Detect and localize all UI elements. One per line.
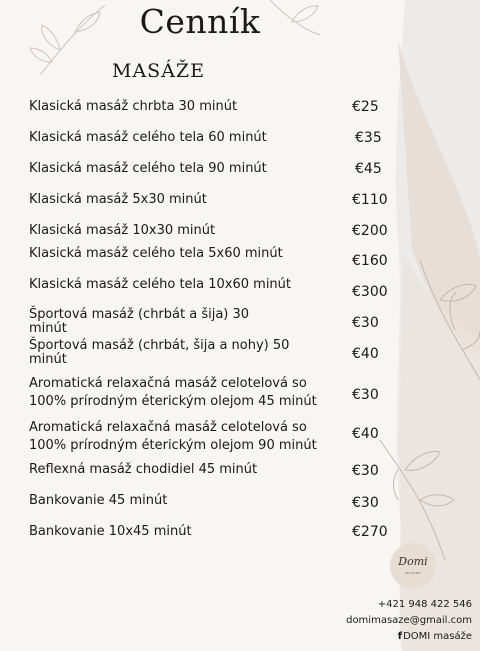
price-item-value: €30	[352, 495, 379, 511]
price-item-value: €25	[352, 99, 379, 115]
contact-facebook	[398, 631, 472, 642]
contact-facebook-label: DOMI masáže	[403, 631, 472, 642]
price-item-value: €110	[352, 192, 388, 208]
brand-logo-subtext: MASÁŽE	[405, 571, 421, 575]
brand-logo-text: Domi	[398, 555, 428, 568]
price-item-name: Klasická masáž celého tela 90 minút	[29, 161, 267, 176]
price-item-name: Klasická masáž 10x30 minút	[29, 223, 216, 238]
price-item-value: €200	[352, 223, 388, 239]
price-item-name: Reflexná masáž chodidiel 45 minút	[29, 462, 258, 477]
price-item-name: Aromatická relaxačná masáž celotelová so 100% prírodným éterickým olejom 45 minút	[29, 376, 317, 409]
price-item-value: €30	[352, 463, 379, 479]
price-item-name: Športová masáž (chrbát, šija a nohy) 50 minút	[29, 338, 290, 367]
section-heading: MASÁŽE	[112, 60, 205, 82]
price-item-value: €40	[352, 346, 379, 362]
price-item-value: €160	[352, 253, 388, 269]
price-item-name: Klasická masáž 5x30 minút	[29, 192, 207, 207]
price-item-value: €30	[352, 387, 379, 403]
brand-logo	[390, 543, 436, 589]
price-item-name: Aromatická relaxačná masáž celotelová so 100% prírodným éterickým olejom 90 minút	[29, 420, 317, 453]
price-item-name: Bankovanie 45 minút	[29, 493, 168, 508]
page-title: Cenník	[139, 2, 261, 41]
price-item-name: Klasická masáž chrbta 30 minút	[29, 99, 238, 114]
price-item-value: €300	[352, 284, 388, 300]
price-item-name: Klasická masáž celého tela 5x60 minút	[29, 246, 283, 261]
price-item-name: Klasická masáž celého tela 60 minút	[29, 130, 267, 145]
price-item-name: Klasická masáž celého tela 10x60 minút	[29, 277, 292, 292]
facebook-icon: f	[397, 631, 403, 642]
price-item-name: Bankovanie 10x45 minút	[29, 524, 192, 539]
price-item-value: €30	[352, 315, 379, 331]
price-item-value: €35	[355, 130, 382, 146]
price-item-name: Športová masáž (chrbát a šija) 30 minút	[29, 307, 250, 336]
price-item-value: €45	[355, 161, 382, 177]
price-item-value: €40	[352, 426, 379, 442]
contact-email: domimasaze@gmail.com	[346, 615, 472, 626]
contact-phone: +421 948 422 546	[377, 599, 472, 610]
price-item-value: €270	[352, 524, 388, 540]
